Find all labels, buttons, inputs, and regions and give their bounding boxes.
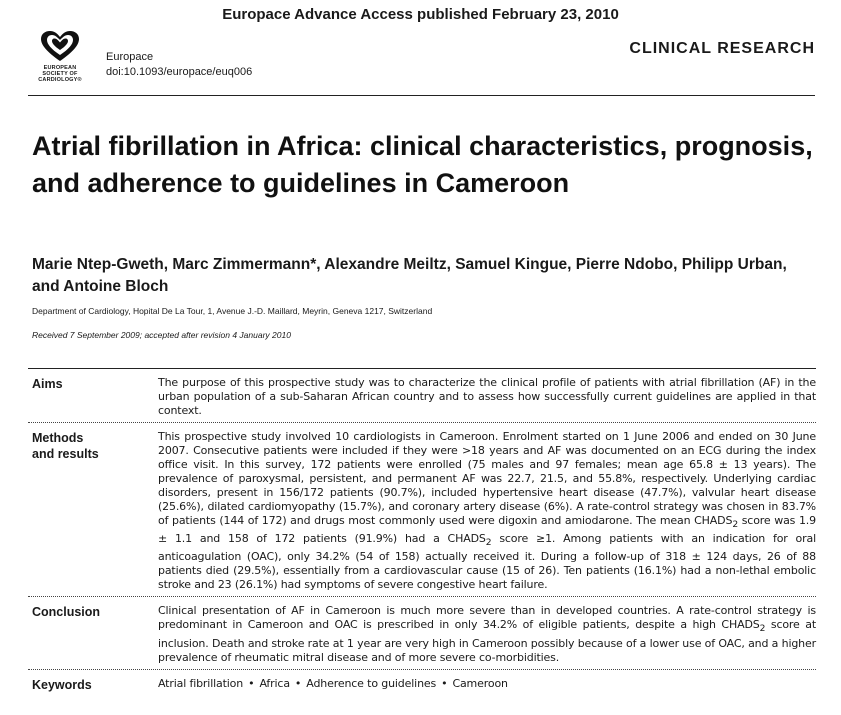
section-label: CLINICAL RESEARCH [629, 40, 815, 57]
aims-label: Aims [32, 377, 63, 391]
esc-logo [30, 30, 90, 83]
keyword-separator: • [294, 676, 302, 690]
chads-subscript: 2 [759, 623, 766, 635]
conclusion-label: Conclusion [32, 605, 101, 620]
methods-text-part3: score ≥1. Among patients with an indication for oral anticoagulation (OAC), only 34.2% (54 of 158) actually received it. During a follow-up of 318 ± 124 days, 26 of 88 patients died (29.5%), essentially from a cardiovascular cause (15 of 26). Ten patients (16.1%) had a non-lethal embolic stroke and 23 (26.1%) had symptoms of severe congestive heart failure. [158, 532, 816, 592]
advance-access-banner: Europace Advance Access published February 23, 2010 [222, 6, 619, 23]
keyword-separator: • [248, 676, 255, 690]
keyword-separator: • [441, 676, 448, 690]
affiliation: Department of Cardiology, Hopital De La Tour, 1, Avenue J.-D. Maillard, Meyrin, Geneva 1217, Switzerland [32, 306, 433, 316]
journal-info [106, 50, 252, 80]
header-rule [28, 95, 815, 96]
keyword: Adherence to guidelines [306, 676, 437, 690]
keyword: Africa [259, 676, 290, 690]
received-dates: Received 7 September 2009; accepted after revision 4 January 2010 [32, 330, 291, 340]
structured-abstract [28, 368, 816, 697]
keyword: Cameroon [452, 676, 508, 690]
author-list: Marie Ntep-Gweth, Marc Zimmermann*, Alexandre Meiltz, Samuel Kingue, Pierre Ndobo, Philipp Urban, and Antoine Bloch [32, 256, 787, 295]
keyword: Atrial fibrillation [158, 676, 244, 690]
methods-text-part2: score was 1.9 ± 1.1 and 158 of 172 patients (91.9%) had a CHADS [158, 514, 816, 546]
chads-subscript: 2 [485, 537, 492, 549]
conclusion-text-part2: score at inclusion. Death and stroke rate at 1 year are very high in Cameroon possibly because of a lower use of OAC, and a higher prevalence of rheumatic mitral disease and of more severe co-morbidities. [158, 618, 816, 664]
conclusion-text [158, 604, 816, 664]
doi: doi:10.1093/europace/euq006 [106, 66, 253, 78]
logo-text: EUROPEAN SOCIETY OF CARDIOLOGY® [38, 65, 82, 83]
abstract-row-keywords [28, 670, 816, 697]
abstract-row-conclusion [28, 597, 816, 669]
keyword-list [158, 677, 816, 693]
methods-label: Methods and results [32, 431, 99, 461]
journal-name: Europace [106, 51, 154, 63]
conclusion-text-part1: Clinical presentation of AF in Cameroon is much more severe than in developed countries. A rate-control strategy is predominant in Cameroon and OAC is prescribed in only 34.2% of eligible patients, despite a high CHADS [158, 604, 816, 632]
chads-subscript: 2 [732, 519, 739, 531]
abstract-row-aims [28, 369, 816, 423]
abstract-row-methods [28, 423, 816, 597]
aims-text: The purpose of this prospective study was to characterize the clinical profile of patients with atrial fibrillation (AF) in the urban population of a sub-Saharan African country and to assess how successfully current guidelines are applied in that context. [158, 376, 816, 417]
heart-logo-icon [39, 30, 81, 64]
methods-text [158, 430, 816, 592]
methods-text-part1: This prospective study involved 10 cardiologists in Cameroon. Enrolment started on 1 June 2006 and ended on 30 June 2007. Consecutive patients were included if they were >18 years and AF was documented on an ECG during the index office visit. In this survey, 172 patients were enrolled (75 males and 97 females; mean age 65.8 ± 13 years). The prevalence of paroxysmal, persistent, and permanent AF was 22.7, 21.5, and 55.8%, respectively. Underlying cardiac disorders, present in 156/172 patients (90.7%), included hypertensive heart disease (47.7%), valvular heart disease (25.6%), dilated cardiomyopathy (15.7%), and coronary artery disease (6%). A rate-control strategy was chosen in 83.7% of patients (144 of 172) and drugs most commonly used were digoxin and amiodarone. The mean CHADS [158, 430, 816, 527]
keywords-label: Keywords [32, 677, 92, 692]
article-title: Atrial fibrillation in Africa: clinical characteristics, prognosis, and adherence to guidelines in Cameroon [32, 131, 813, 198]
